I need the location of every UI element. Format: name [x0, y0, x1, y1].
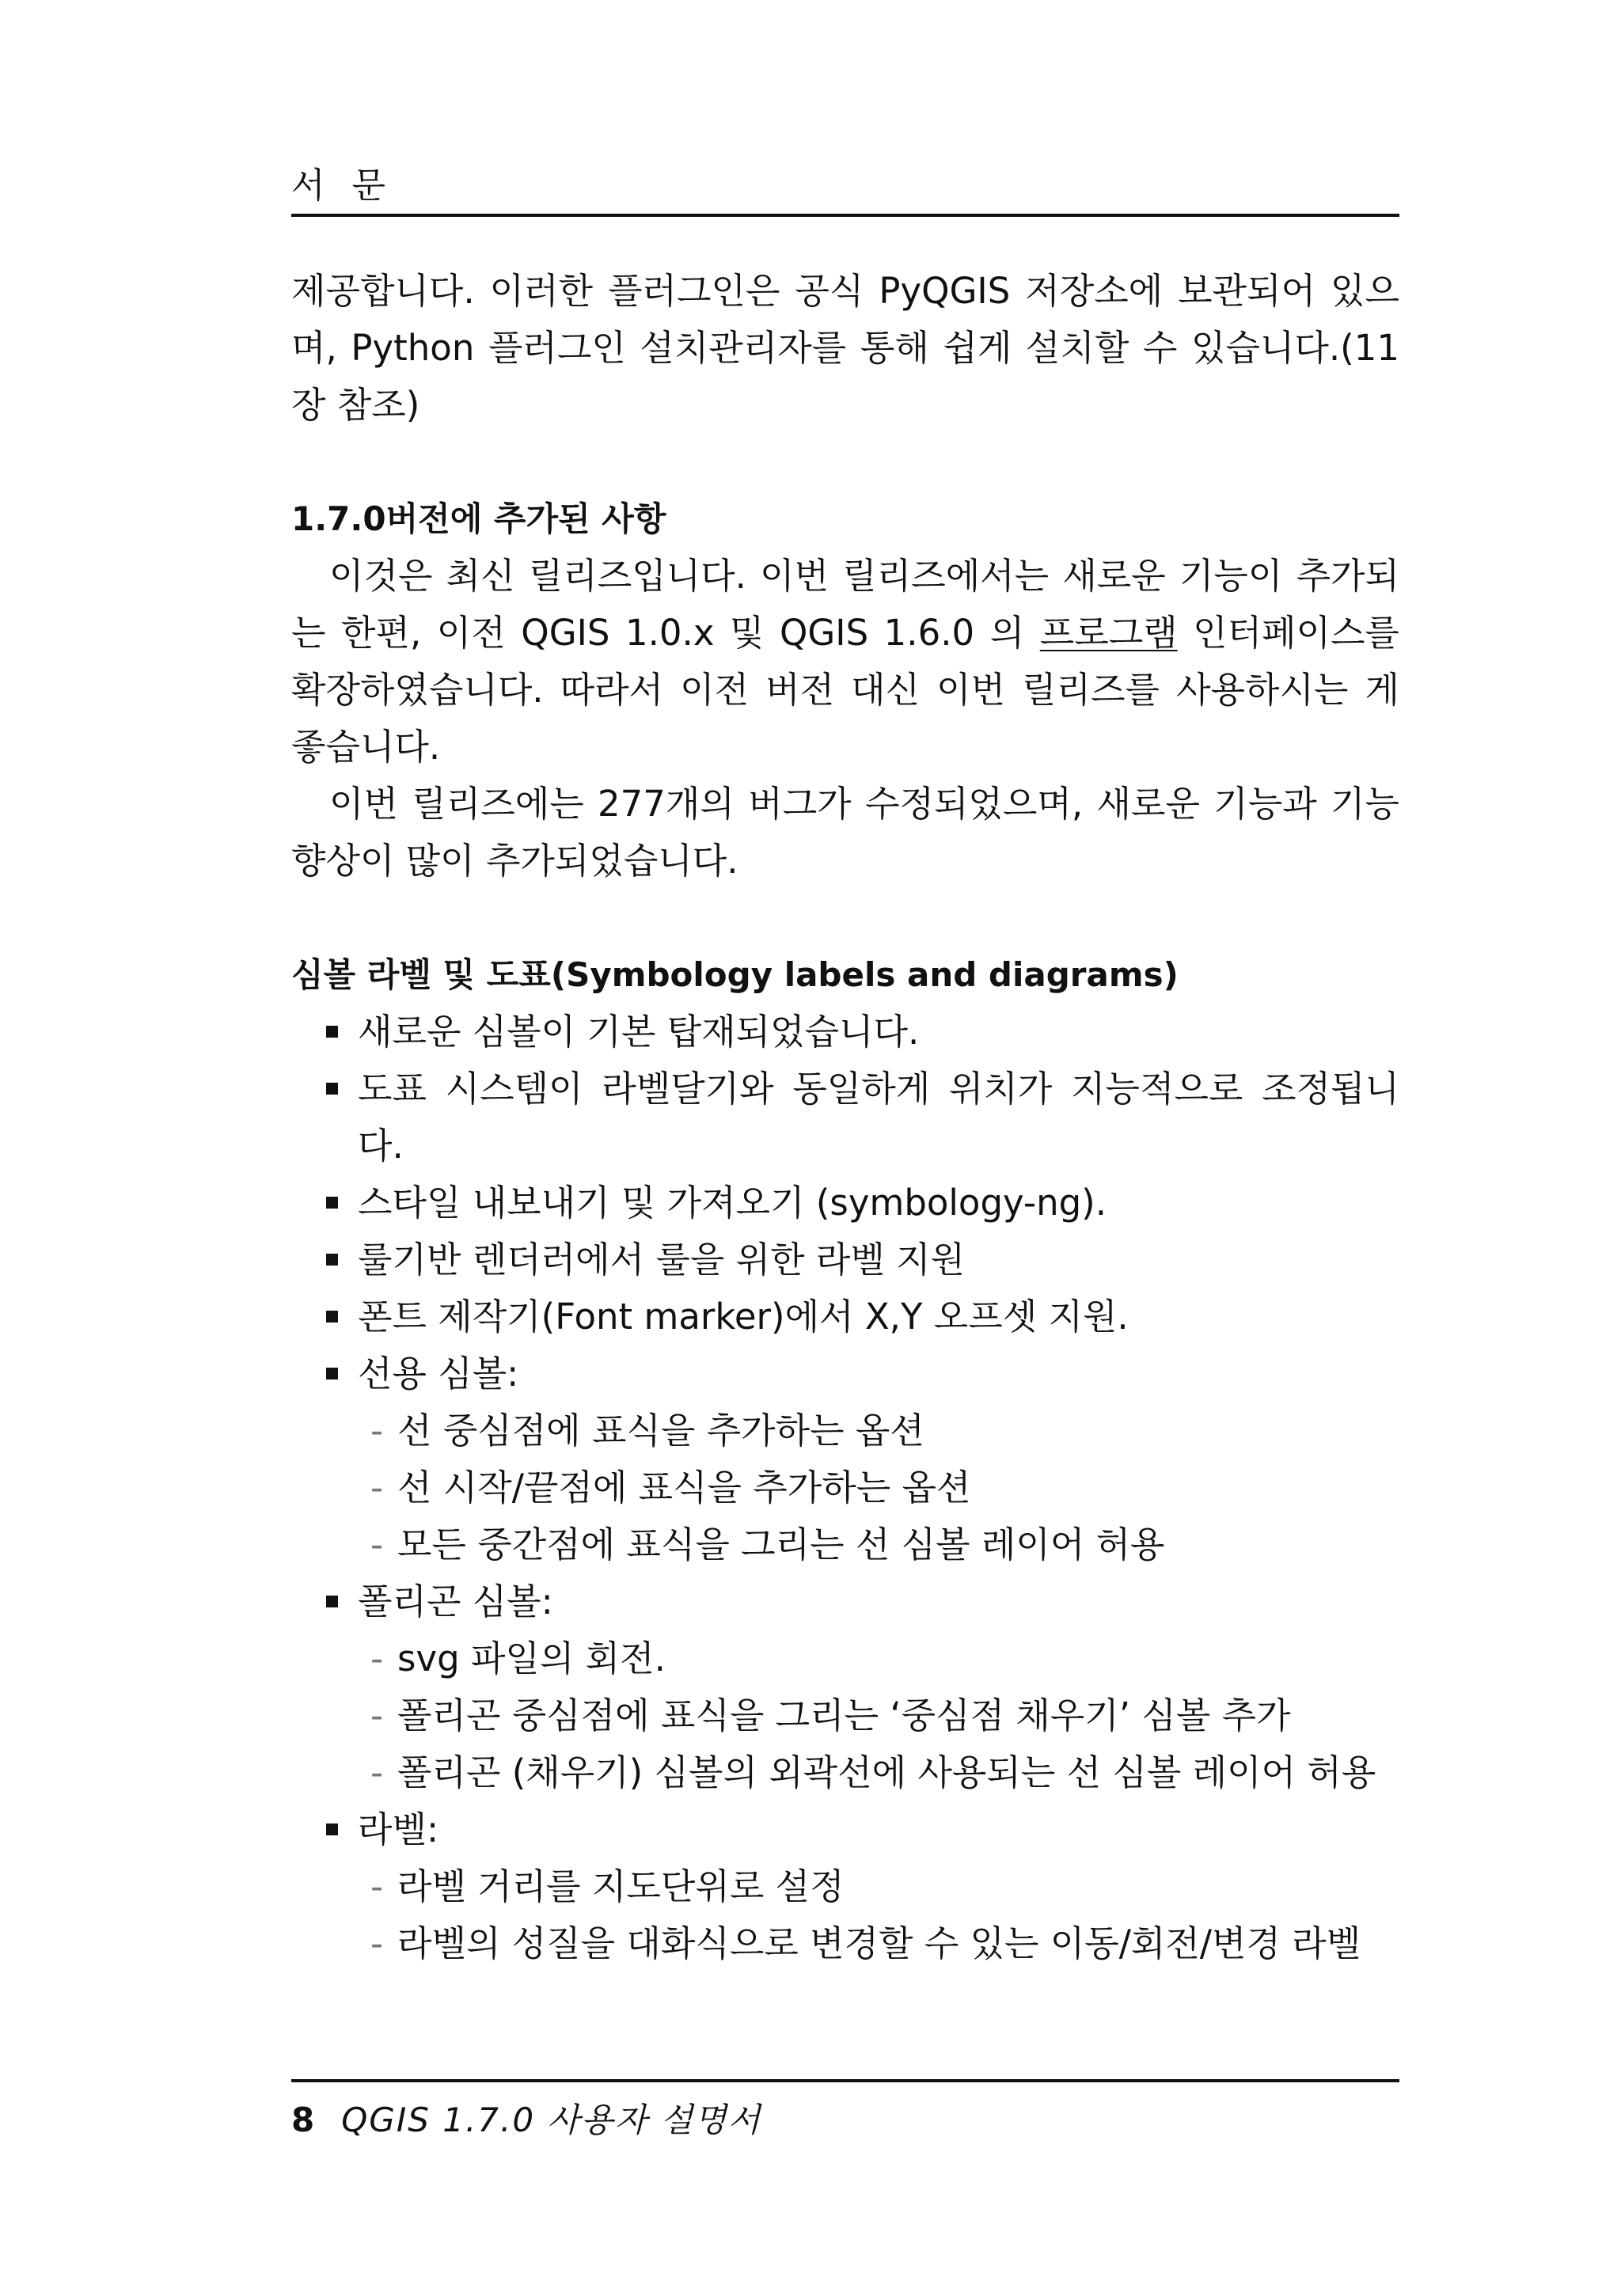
bullet-square-icon [326, 1026, 338, 1038]
section-heading-symbology: 심볼 라벨 및 도표(Symbology labels and diagrams) [291, 955, 1179, 994]
bullet-item [291, 1175, 1399, 1231]
bullet-text: 룰기반 렌더러에서 룰을 위한 라벨 지원 [358, 1239, 966, 1281]
sub-text: 폴리곤 (채우기) 심볼의 외곽선에 사용되는 선 심볼 레이어 허용 [397, 1751, 1376, 1793]
bullet-text: 스타일 내보내기 및 가져오기 (symbology-ng). [358, 1182, 1107, 1224]
bullet-item [291, 1231, 1399, 1288]
sub-list [291, 1858, 1399, 1972]
bullet-square-icon [326, 1083, 338, 1095]
dash-icon: - [370, 1524, 384, 1565]
sub-text: 선 중심점에 표식을 추가하는 옵션 [397, 1410, 924, 1452]
sub-item [291, 1630, 1399, 1687]
sub-text: 선 시작/끝점에 표식을 추가하는 옵션 [397, 1467, 971, 1509]
paragraph-text: 이것은 최신 릴리즈입니다. 이번 릴리즈에서는 새로운 기능이 추가되는 한편, 이전 QGIS 1.0.x 및 QGIS 1.6.0 의 [291, 555, 1399, 654]
sub-text: 모든 중간점에 표식을 그리는 선 심볼 레이어 허용 [397, 1524, 1165, 1565]
sub-item [291, 1915, 1399, 1972]
section-170-paragraph-1 [291, 548, 1399, 776]
page-footer [291, 2094, 761, 2142]
sub-item [291, 1744, 1399, 1801]
bullet-item [291, 1345, 1399, 1573]
sub-item [291, 1459, 1399, 1516]
bullet-square-icon [326, 1311, 338, 1323]
bullet-square-icon [326, 1596, 338, 1607]
running-header-title: 서 문 [291, 165, 393, 206]
spacer [291, 434, 1399, 491]
header-rule [291, 214, 1399, 217]
sub-list [291, 1402, 1399, 1573]
sub-item [291, 1687, 1399, 1744]
sub-item [291, 1858, 1399, 1915]
bullet-text: 새로운 심볼이 기본 탑재되었습니다. [358, 1011, 920, 1053]
dash-icon: - [370, 1922, 384, 1964]
book-title: QGIS 1.7.0 사용자 설명서 [341, 2101, 762, 2139]
sub-text: 폴리곤 중심점에 표식을 그리는 ‘중심점 채우기’ 심볼 추가 [397, 1694, 1291, 1736]
symbology-bullet-list [291, 1004, 1399, 1972]
section-170-paragraph-2: 이번 릴리즈에는 277개의 버그가 수정되었으며, 새로운 기능과 기능 향상이 많이 추가되었습니다. [291, 783, 1399, 882]
bullet-square-icon [326, 1254, 338, 1266]
bullet-square-icon [326, 1197, 338, 1209]
dash-icon: - [370, 1694, 384, 1736]
dash-icon: - [370, 1410, 384, 1452]
spacer [291, 890, 1399, 947]
sub-item [291, 1516, 1399, 1573]
paragraph-text: 인터페이스를 확장하였습니다. 따라서 이전 버전 대신 이번 릴리즈를 사용하시는 게 좋습니다. [291, 612, 1400, 768]
bullet-item [291, 1004, 1399, 1061]
bullet-item [291, 1801, 1399, 1972]
section-heading-170: 1.7.0버전에 추가된 사항 [291, 499, 666, 538]
sub-text: svg 파일의 회전. [397, 1638, 666, 1679]
page-number: 8 [291, 2101, 315, 2139]
bullet-item [291, 1288, 1399, 1345]
sub-text: 라벨 거리를 지도단위로 설정 [397, 1865, 845, 1907]
dash-icon: - [370, 1638, 384, 1679]
sub-list [291, 1630, 1399, 1801]
bullet-text: 폰트 제작기(Font marker)에서 X,Y 오프셋 지원. [358, 1296, 1129, 1338]
dash-icon: - [370, 1865, 384, 1907]
intro-paragraph: 제공합니다. 이러한 플러그인은 공식 PyQGIS 저장소에 보관되어 있으며, Python 플러그인 설치관리자를 통해 쉽게 설치할 수 있습니다.(11장 참조) [291, 270, 1399, 426]
sub-text: 라벨의 성질을 대화식으로 변경할 수 있는 이동/회전/변경 라벨 [397, 1922, 1361, 1964]
bullet-text: 선용 심볼: [358, 1353, 519, 1395]
bullet-item [291, 1573, 1399, 1801]
sub-item [291, 1402, 1399, 1459]
dash-icon: - [370, 1751, 384, 1793]
bullet-text: 라벨: [358, 1808, 439, 1850]
page-content [291, 263, 1399, 1972]
bullet-text: 폴리곤 심볼: [358, 1581, 553, 1622]
footer-rule [291, 2079, 1399, 2082]
bullet-item [291, 1061, 1399, 1175]
bullet-square-icon [326, 1368, 338, 1379]
dash-icon: - [370, 1467, 384, 1509]
bullet-text: 도표 시스템이 라벨달기와 동일하게 위치가 지능적으로 조정됩니다. [358, 1068, 1399, 1167]
underlined-term: 프로그램 [1039, 612, 1178, 654]
bullet-square-icon [326, 1824, 338, 1835]
